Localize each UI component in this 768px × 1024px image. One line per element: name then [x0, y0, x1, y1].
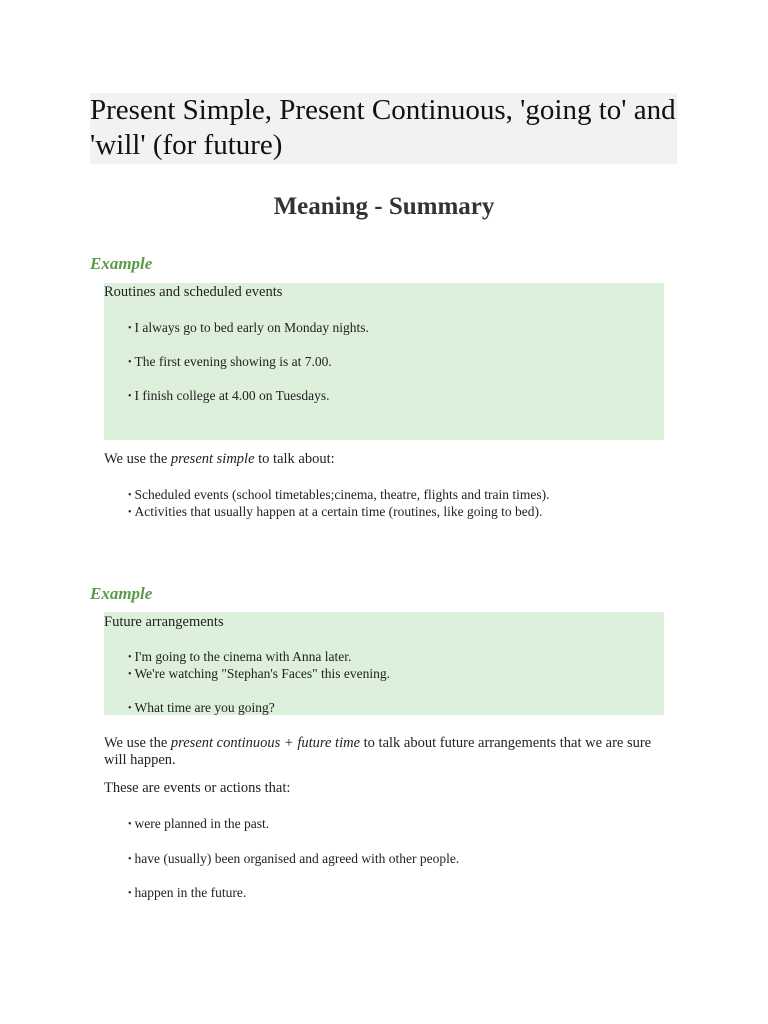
- bullet-icon: •: [128, 357, 132, 368]
- example-1-item-1-text: I always go to bed early on Monday nights.: [134, 320, 369, 335]
- bullet-icon: •: [128, 854, 132, 865]
- explanation-2: [104, 735, 664, 769]
- point-item-2: [128, 850, 459, 868]
- point-item-3: [128, 884, 246, 902]
- example-1-item-3: [128, 387, 330, 405]
- bullet-icon: •: [128, 323, 132, 334]
- bullet-icon: •: [128, 490, 132, 501]
- use-item-2: [128, 503, 542, 521]
- example-1-item-1: [128, 319, 369, 337]
- section-heading: Meaning - Summary: [273, 193, 495, 220]
- explanation-1-after: to talk about:: [254, 451, 335, 467]
- bullet-icon: •: [128, 703, 132, 714]
- explanation-1-emphasis: present simple: [170, 451, 255, 467]
- point-item-3-text: happen in the future.: [134, 885, 247, 900]
- bullet-icon: •: [128, 391, 132, 402]
- bullet-icon: •: [128, 888, 132, 899]
- use-item-1: [128, 486, 550, 504]
- example-2-item-3-text: What time are you going?: [134, 700, 275, 715]
- bullet-icon: •: [128, 507, 132, 518]
- use-item-1-text: Scheduled events (school timetables;cinema, theatre, flights and train times).: [134, 487, 550, 502]
- example-2-item-1: [128, 648, 351, 666]
- explanation-1: [104, 451, 664, 468]
- point-item-2-text: have (usually) been organised and agreed with other people.: [134, 851, 460, 866]
- bullet-icon: •: [128, 652, 132, 663]
- bullet-icon: •: [128, 669, 132, 680]
- explanation-1-before: We use the: [104, 451, 171, 467]
- example-label-1: Example: [90, 254, 153, 273]
- example-box-2-title: Future arrangements: [104, 614, 224, 630]
- explanation-2-after: to talk about future arrangements that we are sure will happen.: [104, 735, 652, 768]
- intro-2: These are events or actions that:: [104, 780, 291, 796]
- bullet-icon: •: [128, 819, 132, 830]
- explanation-2-before: We use the: [104, 735, 171, 751]
- point-item-1-text: were planned in the past.: [134, 816, 270, 831]
- example-2-item-3: [128, 699, 275, 717]
- explanation-2-emphasis: present continuous + future time: [170, 735, 361, 751]
- example-2-item-1-text: I'm going to the cinema with Anna later.: [134, 649, 352, 664]
- example-label-2: Example: [90, 584, 153, 603]
- example-1-item-2-text: The first evening showing is at 7.00.: [134, 354, 332, 369]
- example-box-1-title: Routines and scheduled events: [104, 284, 283, 300]
- example-1-item-3-text: I finish college at 4.00 on Tuesdays.: [134, 388, 330, 403]
- document-title: Present Simple, Present Continuous, 'going to' and 'will' (for future): [90, 94, 676, 161]
- use-item-2-text: Activities that usually happen at a certain time (routines, like going to bed).: [134, 504, 543, 519]
- example-1-item-2: [128, 353, 332, 371]
- example-2-item-2: [128, 665, 390, 683]
- example-2-item-2-text: We're watching "Stephan's Faces" this evening.: [134, 666, 391, 681]
- point-item-1: [128, 815, 269, 833]
